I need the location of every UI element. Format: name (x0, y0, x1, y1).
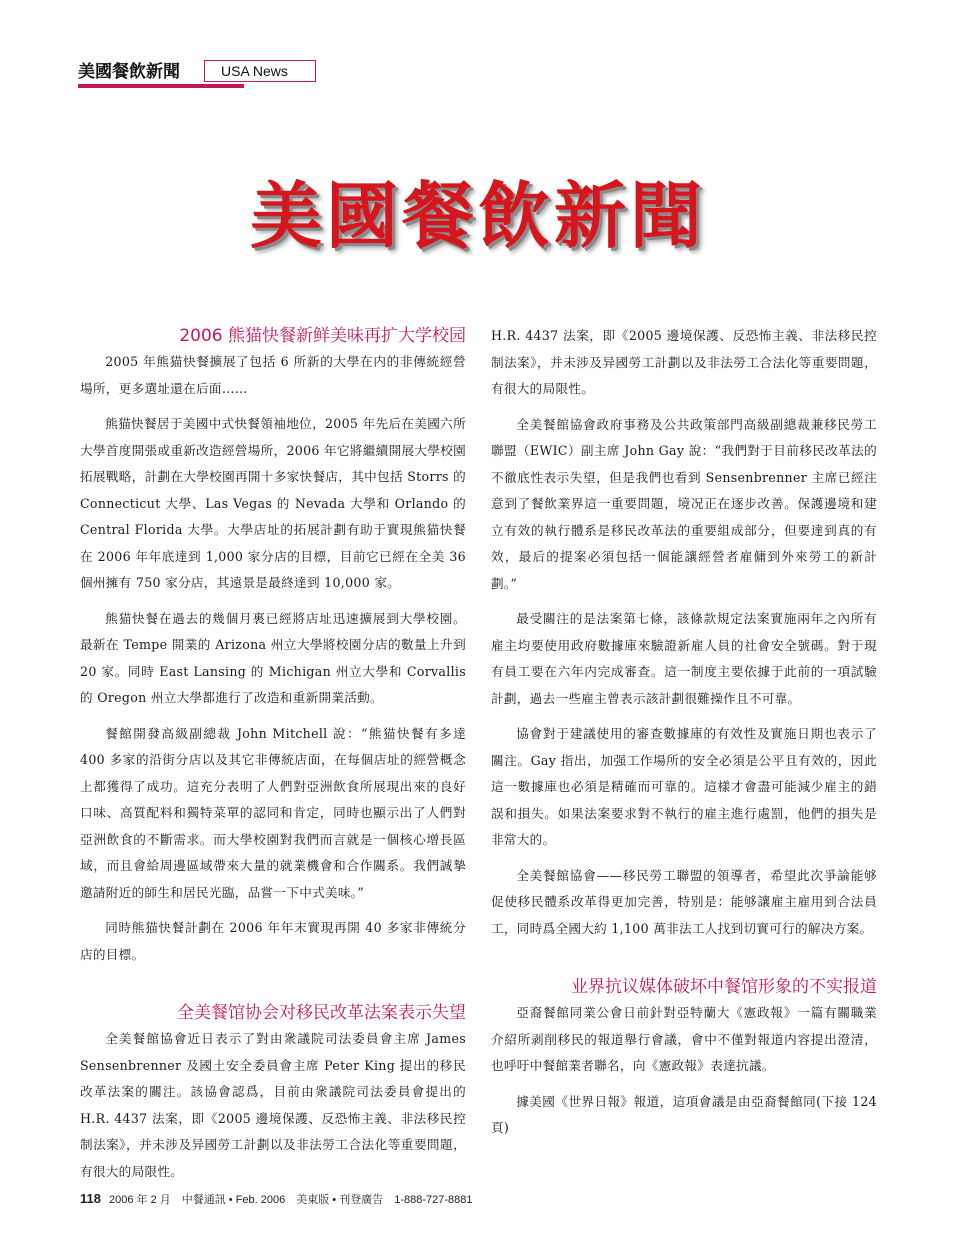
page-title: 美國餐飲新聞 (249, 173, 706, 258)
article-3-paragraph: 亞裔餐館同業公會日前針對亞特蘭大《憲政報》一篇有關職業介紹所剥削移民的報道舉行會議，會中不僅對報道内容提出澄清，也呼吁中餐館業者聯名，向《憲政報》表達抗議。 (491, 1005, 877, 1073)
article-2-paragraph: 全美餐館協會政府事務及公共政策部門高級副總裁兼移民勞工聯盟（EWIC）副主席 John Gay 說：“我們對于目前移民改革法的不徹底性表示失望，但是我們也看到 Sensenbrenner 主席已經注意到了餐飲業界這一重要問題，境况正在逐步改善。保護邊境和建立有效的執行體系是移民改革法的重要組成部分，但要達到真的有效，最后的提案必須包括一個能讓經營者雇傭到外來勞工的新計劃。” (491, 416, 877, 591)
article-1-paragraph: 餐館開發高級副總裁 John Mitchell 說：“熊猫快餐有多達 400 多家的沿街分店以及其它非傳統店面，在每個店址的經營概念上都獲得了成功。這充分表明了人們對亞洲飲食所展現出來的良好口味、高質配料和獨特菜單的認同和肯定，同時也顯示出了人們對亞洲飲食的不斷需求。而大學校園對我們而言就是一個核心增長區域，而且會給周邊區域帶來大量的就業機會和合作關系。我們誠摯邀請附近的師生和居民光臨，品嘗一下中式美味。” (80, 725, 466, 900)
article-1-paragraph: 熊猫快餐在過去的幾個月裏已經將店址迅速擴展到大學校園。最新在 Tempe 開業的 Arizona 州立大學將校園分店的數量上升到 20 家。同時 East Lansing 的 Michigan 州立大學和 Corvallis 的 Oregon 州立大學都進行了改造和重新開業活動。 (80, 610, 466, 705)
article-1-paragraph: 2005 年熊猫快餐擴展了包括 6 所新的大學在内的非傳統經營場所，更多選址還在后面…… (80, 354, 466, 396)
footer-text: 2006 年 2 月 中餐通訊 • Feb. 2006 美東版 • 刊登廣告 1-888-727-8881 (108, 1194, 473, 1206)
article-2-paragraph: 全美餐館協會近日表示了對由衆議院司法委員會主席 James Sensenbrenner 及國土安全委員會主席 Peter King 提出的移民改革法案的關注。該協會認爲，目前由衆議院司法委員會提出的 H.R. 4437 法案，即《2005 邊境保護、反恐怖主義、非法移民控制法案》，并未涉及异國勞工計劃以及非法勞工合法化等重要問題，有很大的局限性。 (80, 1031, 466, 1179)
article-2-paragraph-continued: H.R. 4437 法案，即《2005 邊境保護、反恐怖主義、非法移民控制法案》，并未涉及异國勞工計劃以及非法勞工合法化等重要問題，有很大的局限性。 (491, 328, 877, 396)
section-title-cn: 美國餐飲新聞 (78, 62, 180, 82)
section-title-en: USA News (221, 63, 288, 79)
article-1-paragraph: 同時熊猫快餐計劃在 2006 年年末實現再開 40 多家非傳統分店的目標。 (80, 920, 466, 962)
section-title-en-box (204, 60, 316, 82)
article-3-paragraph: 據美國《世界日報》報道，這項會議是由亞裔餐館同(下接 124 頁) (491, 1093, 877, 1135)
section-underline (78, 84, 244, 88)
right-column (491, 323, 877, 1142)
article-2-paragraph: 協會對于建議使用的審查數據庫的有效性及實施日期也表示了關注。Gay 指出，加强工作場所的安全必須是公平且有效的，因此這一數據庫也必須是精確而可靠的。這樣才會盡可能減少雇主的錯誤和損失。如果法案要求對不執行的雇主進行處罰，他們的損失是非常大的。 (491, 726, 877, 847)
left-column (80, 323, 466, 1179)
article-2-paragraph: 最受關注的是法案第七條，該條款規定法案實施兩年之內所有雇主均要使用政府數據庫來驗證新雇人員的社會安全號碼。對于現有員工要在六年内完成審查。這一制度主要依據于此前的一項試驗計劃，過去一些雇主曾表示該計劃很難操作且不可靠。 (491, 611, 877, 706)
page-footer (80, 1191, 473, 1207)
article-3-title: 业界抗议媒体破坏中餐馆形象的不实报道 (571, 977, 877, 997)
article-1-title: 2006 熊猫快餐新鲜美味再扩大学校园 (179, 326, 466, 346)
page-number: 118 (80, 1191, 101, 1206)
article-1-paragraph: 熊猫快餐居于美國中式快餐領袖地位，2005 年先后在美國六所大學首度開張或重新改造經營場所，2006 年它將繼續開展大學校園拓展戰略，計劃在大學校園再開十多家快餐店，其中包括 Storrs 的 Connecticut 大學、Las Vegas 的 Nevada 大學和 Orlando 的 Central Florida 大學。大學店址的拓展計劃有助于實現熊猫快餐在 2006 年年底達到 1,000 家分店的目標，目前它已經在全美 36 個州擁有 750 家分店，其遠景是最終達到 10,000 家。 (80, 416, 466, 590)
article-2-title: 全美餐馆协会对移民改革法案表示失望 (177, 1003, 466, 1023)
article-2-paragraph: 全美餐館協會——移民勞工聯盟的領導者，希望此次爭論能够促使移民體系改革得更加完善，特别是：能够讓雇主雇用到合法員工，同時爲全國大約 1,100 萬非法工人找到切實可行的解决方案。 (491, 867, 877, 936)
